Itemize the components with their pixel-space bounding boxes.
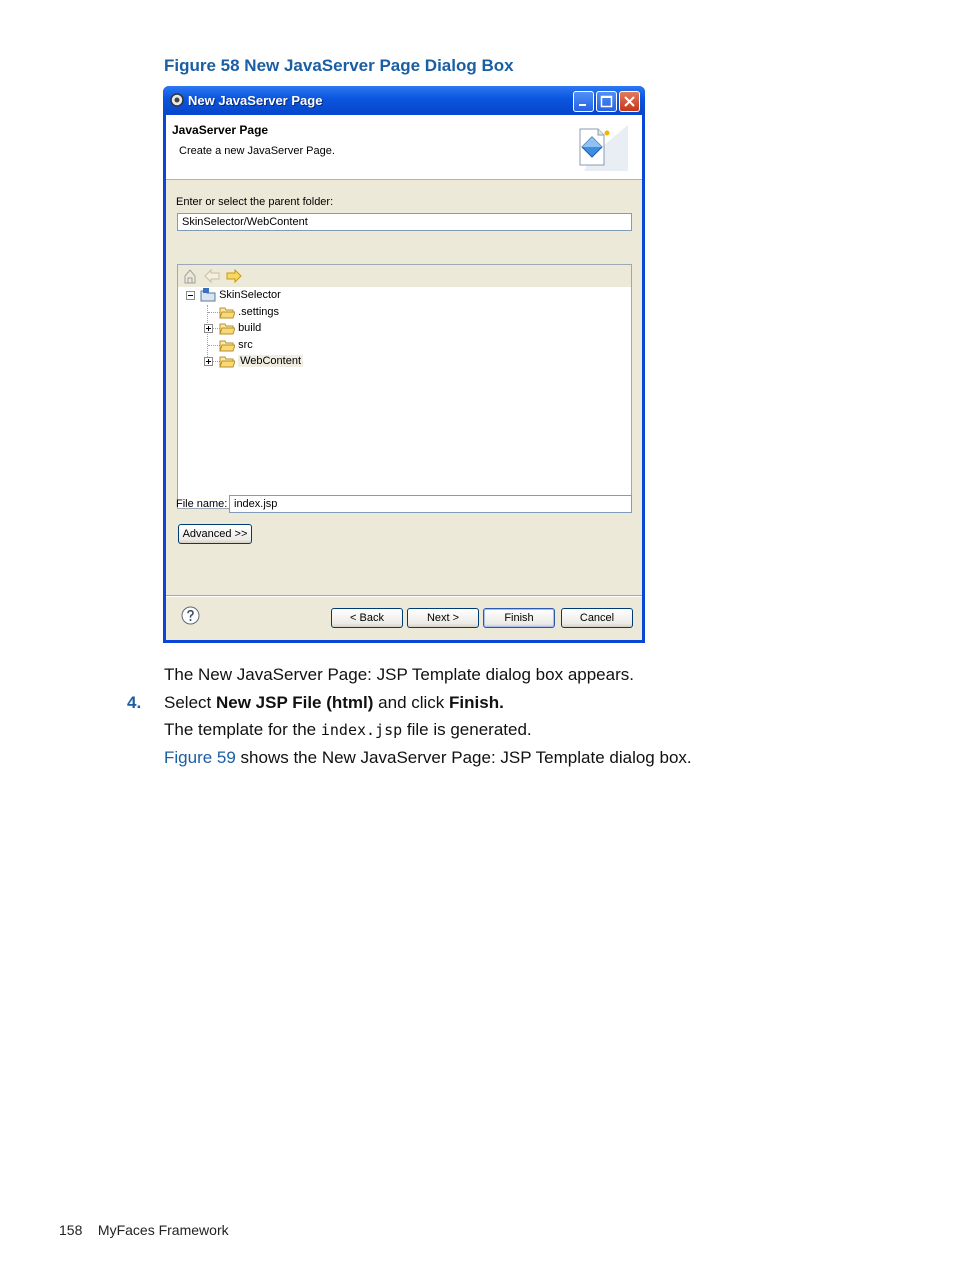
maximize-icon — [597, 92, 616, 111]
advanced-button[interactable]: Advanced >> — [178, 524, 252, 544]
tree-item-settings[interactable] — [219, 304, 279, 320]
maximize-button[interactable] — [596, 91, 617, 112]
step-bold-button: Finish. — [449, 693, 504, 712]
eclipse-gear-icon — [169, 92, 185, 108]
collapse-toggle[interactable] — [186, 291, 195, 300]
footer-section: MyFaces Framework — [97, 1222, 229, 1238]
parent-folder-label: Enter or select the parent folder: — [176, 196, 334, 208]
tree-item-label: WebContent — [240, 355, 302, 367]
line3-code: index.jsp — [320, 721, 403, 739]
step-instruction — [164, 693, 504, 713]
line4-rest: shows the New JavaServer Page: JSP Template dialog box. — [235, 748, 692, 767]
tree-item-webcontent[interactable] — [219, 353, 303, 369]
tree-toolbar — [178, 265, 631, 287]
tree-item-label: .settings — [238, 306, 280, 318]
figure-59-link[interactable]: Figure 59 — [164, 748, 236, 767]
jsp-file-wizard-icon — [574, 125, 628, 171]
folder-icon — [219, 339, 235, 352]
folder-icon — [219, 322, 235, 335]
close-button[interactable] — [619, 91, 640, 112]
body-line-4 — [164, 748, 692, 768]
cancel-button[interactable]: Cancel — [561, 608, 633, 628]
back-button[interactable]: < Back — [331, 608, 403, 628]
help-icon[interactable] — [181, 606, 200, 625]
step-pre: Select — [164, 693, 216, 712]
wizard-header-title: JavaServer Page — [172, 123, 269, 137]
new-jsp-dialog — [163, 86, 645, 643]
finish-button[interactable]: Finish — [483, 608, 555, 628]
folder-icon — [219, 306, 235, 319]
line3-post: file is generated. — [402, 720, 532, 739]
close-icon — [620, 92, 639, 111]
dialog-title: New JavaServer Page — [188, 93, 323, 108]
parent-folder-input[interactable]: SkinSelector/WebContent — [177, 213, 632, 231]
wizard-header — [166, 115, 642, 180]
wizard-header-description: Create a new JavaServer Page. — [179, 145, 335, 157]
minimize-button[interactable] — [573, 91, 594, 112]
folder-icon — [219, 355, 235, 368]
forward-arrow-icon[interactable] — [226, 269, 242, 283]
file-name-label: File name: — [176, 498, 228, 510]
folder-tree[interactable] — [177, 264, 632, 509]
file-name-input[interactable]: index.jsp — [229, 495, 632, 513]
body-line-3 — [164, 720, 532, 740]
step-mid: and click — [373, 693, 450, 712]
tree-item-label: SkinSelector — [219, 289, 281, 301]
body-line-1: The New JavaServer Page: JSP Template dialog box appears. — [164, 665, 634, 684]
page-footer — [59, 1222, 229, 1238]
step-bold-item: New JSP File (html) — [215, 693, 374, 712]
minimize-icon — [574, 92, 593, 111]
page-number: 158 — [59, 1222, 83, 1238]
tree-item-src[interactable] — [219, 337, 253, 353]
line3-pre: The template for the — [164, 720, 321, 739]
expand-toggle[interactable] — [204, 324, 213, 333]
tree-item-label: src — [238, 339, 253, 351]
title-bar[interactable] — [163, 86, 645, 114]
figure-caption: Figure 58 New JavaServer Page Dialog Box — [164, 56, 514, 75]
next-button[interactable]: Next > — [407, 608, 479, 628]
expand-toggle[interactable] — [204, 357, 213, 366]
project-folder-icon — [200, 288, 216, 302]
tree-item-build[interactable] — [219, 320, 261, 336]
home-icon[interactable] — [183, 268, 197, 284]
tree-item-skinselector[interactable] — [200, 287, 281, 303]
tree-item-label: build — [238, 322, 262, 334]
dialog-client-area — [166, 115, 642, 640]
back-arrow-icon[interactable] — [204, 269, 220, 283]
footer-separator — [166, 595, 642, 597]
step-number: 4. — [127, 693, 142, 712]
